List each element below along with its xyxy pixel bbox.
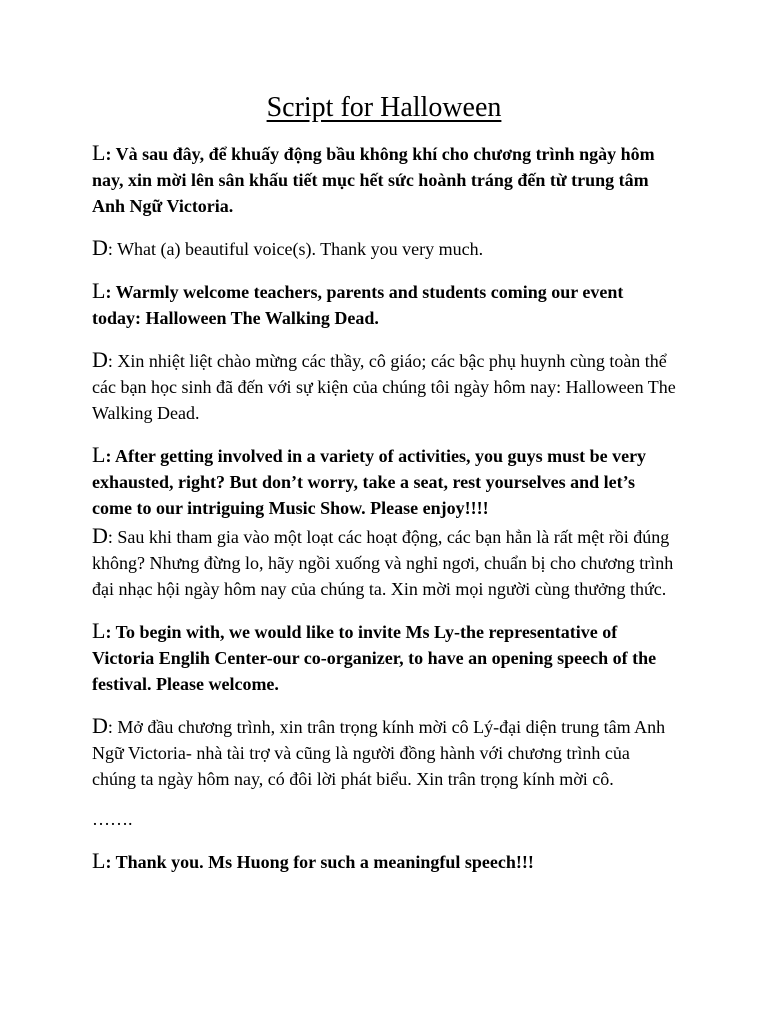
script-line-1 <box>92 140 676 219</box>
speaker-label: D <box>92 347 108 372</box>
script-line-2 <box>92 235 676 262</box>
script-line-7 <box>92 618 676 697</box>
speaker-label: D <box>92 713 108 738</box>
line-text: : Mở đầu chương trình, xin trân trọng kính mời cô Lý-đại diện trung tâm Anh Ngữ Victoria- nhà tài trợ và cũng là người đồng hành với chương trình của chúng ta ngày hôm nay, có đôi lời phát biểu. Xin trân trọng kính mời cô. <box>92 717 666 789</box>
speaker-label: L <box>92 442 106 467</box>
script-line-8 <box>92 713 676 792</box>
script-line-3 <box>92 278 676 331</box>
line-text: : After getting involved in a variety of activities, you guys must be very exhausted, right? But don’t worry, take a seat, rest yourselves and let’s come to our intriguing Music Show. Please enjoy!!!! <box>92 446 647 518</box>
line-text: : To begin with, we would like to invite Ms Ly-the representative of Victoria Englih Center-our co-organizer, to have an opening speech of the festival. Please welcome. <box>92 622 657 694</box>
line-text: : Và sau đây, để khuấy động bầu không khí cho chương trình ngày hôm nay, xin mời lên sân khấu tiết mục hết sức hoành tráng đến từ trung tâm Anh Ngữ Victoria. <box>92 144 655 216</box>
ellipsis-line: ……. <box>92 809 133 829</box>
speaker-label: L <box>92 278 106 303</box>
speaker-label: L <box>92 618 106 643</box>
line-text: : Thank you. Ms Huong for such a meaningful speech!!! <box>105 852 534 872</box>
line-text: : Xin nhiệt liệt chào mừng các thầy, cô giáo; các bậc phụ huynh cùng toàn thể các bạn học sinh đã đến với sự kiện của chúng tôi ngày hôm nay: Halloween The Walking Dead. <box>92 351 676 423</box>
speaker-label: L <box>92 140 106 165</box>
line-text: : Warmly welcome teachers, parents and students coming our event today: Halloween The Walking Dead. <box>92 282 624 328</box>
script-line-6 <box>92 523 676 602</box>
speaker-label: L <box>92 848 106 873</box>
speaker-label: D <box>92 235 108 260</box>
line-text: : Sau khi tham gia vào một loạt các hoạt động, các bạn hẳn là rất mệt rồi đúng không? Nhưng đừng lo, hãy ngồi xuống và nghỉ ngơi, chuẩn bị cho chương trình đại nhạc hội ngày hôm nay của chúng ta. Xin mời mọi người cùng thưởng thức. <box>92 527 674 599</box>
script-line-9 <box>92 848 676 875</box>
script-line-5 <box>92 442 676 521</box>
line-text: : What (a) beautiful voice(s). Thank you very much. <box>107 239 484 259</box>
script-line-4 <box>92 347 676 426</box>
document-title: Script for Halloween <box>266 92 502 123</box>
speaker-label: D <box>92 523 108 548</box>
